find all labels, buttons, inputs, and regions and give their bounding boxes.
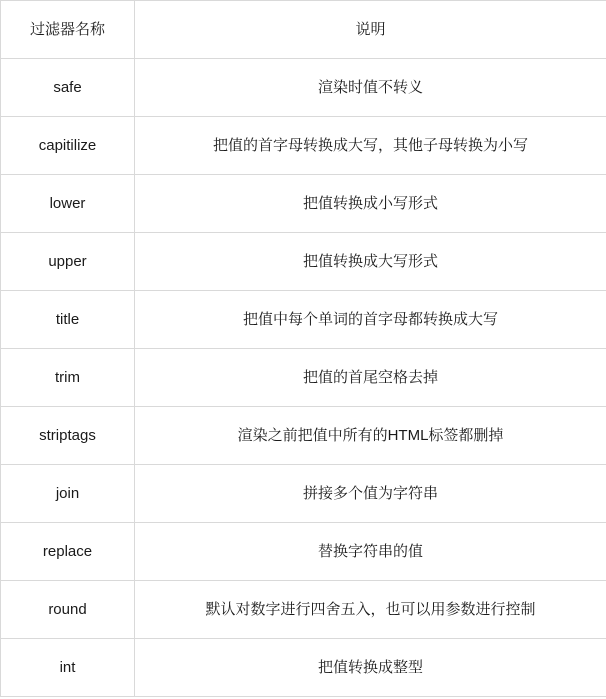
table-row <box>1 639 606 697</box>
filter-name: safe <box>1 59 135 117</box>
table-row <box>1 233 606 291</box>
table-row <box>1 349 606 407</box>
filter-name: join <box>1 465 135 523</box>
table-row <box>1 291 606 349</box>
filter-name: upper <box>1 233 135 291</box>
table-row <box>1 523 606 581</box>
filter-name: lower <box>1 175 135 233</box>
column-header-description: 说明 <box>135 1 606 59</box>
filter-description: 把值的首字母转换成大写，其他子母转换为小写 <box>135 117 606 175</box>
filter-description: 把值转换成小写形式 <box>135 175 606 233</box>
table-header <box>1 1 606 59</box>
filter-description: 默认对数字进行四舍五入，也可以用参数进行控制 <box>135 581 606 639</box>
filter-description: 拼接多个值为字符串 <box>135 465 606 523</box>
table-row <box>1 407 606 465</box>
filter-name: round <box>1 581 135 639</box>
filter-description: 把值中每个单词的首字母都转换成大写 <box>135 291 606 349</box>
filter-description: 把值转换成大写形式 <box>135 233 606 291</box>
filter-name: title <box>1 291 135 349</box>
filter-name: capitilize <box>1 117 135 175</box>
table-row <box>1 175 606 233</box>
table-header-row <box>1 1 606 59</box>
filter-description: 替换字符串的值 <box>135 523 606 581</box>
filter-name: replace <box>1 523 135 581</box>
table-body <box>1 59 606 697</box>
filter-name: int <box>1 639 135 697</box>
filter-description: 把值转换成整型 <box>135 639 606 697</box>
filter-name: trim <box>1 349 135 407</box>
filter-name: striptags <box>1 407 135 465</box>
table-row <box>1 581 606 639</box>
filter-description: 渲染时值不转义 <box>135 59 606 117</box>
filter-description: 把值的首尾空格去掉 <box>135 349 606 407</box>
column-header-filter-name: 过滤器名称 <box>1 1 135 59</box>
filter-description: 渲染之前把值中所有的HTML标签都删掉 <box>135 407 606 465</box>
table-row <box>1 465 606 523</box>
table-row <box>1 59 606 117</box>
table-row <box>1 117 606 175</box>
